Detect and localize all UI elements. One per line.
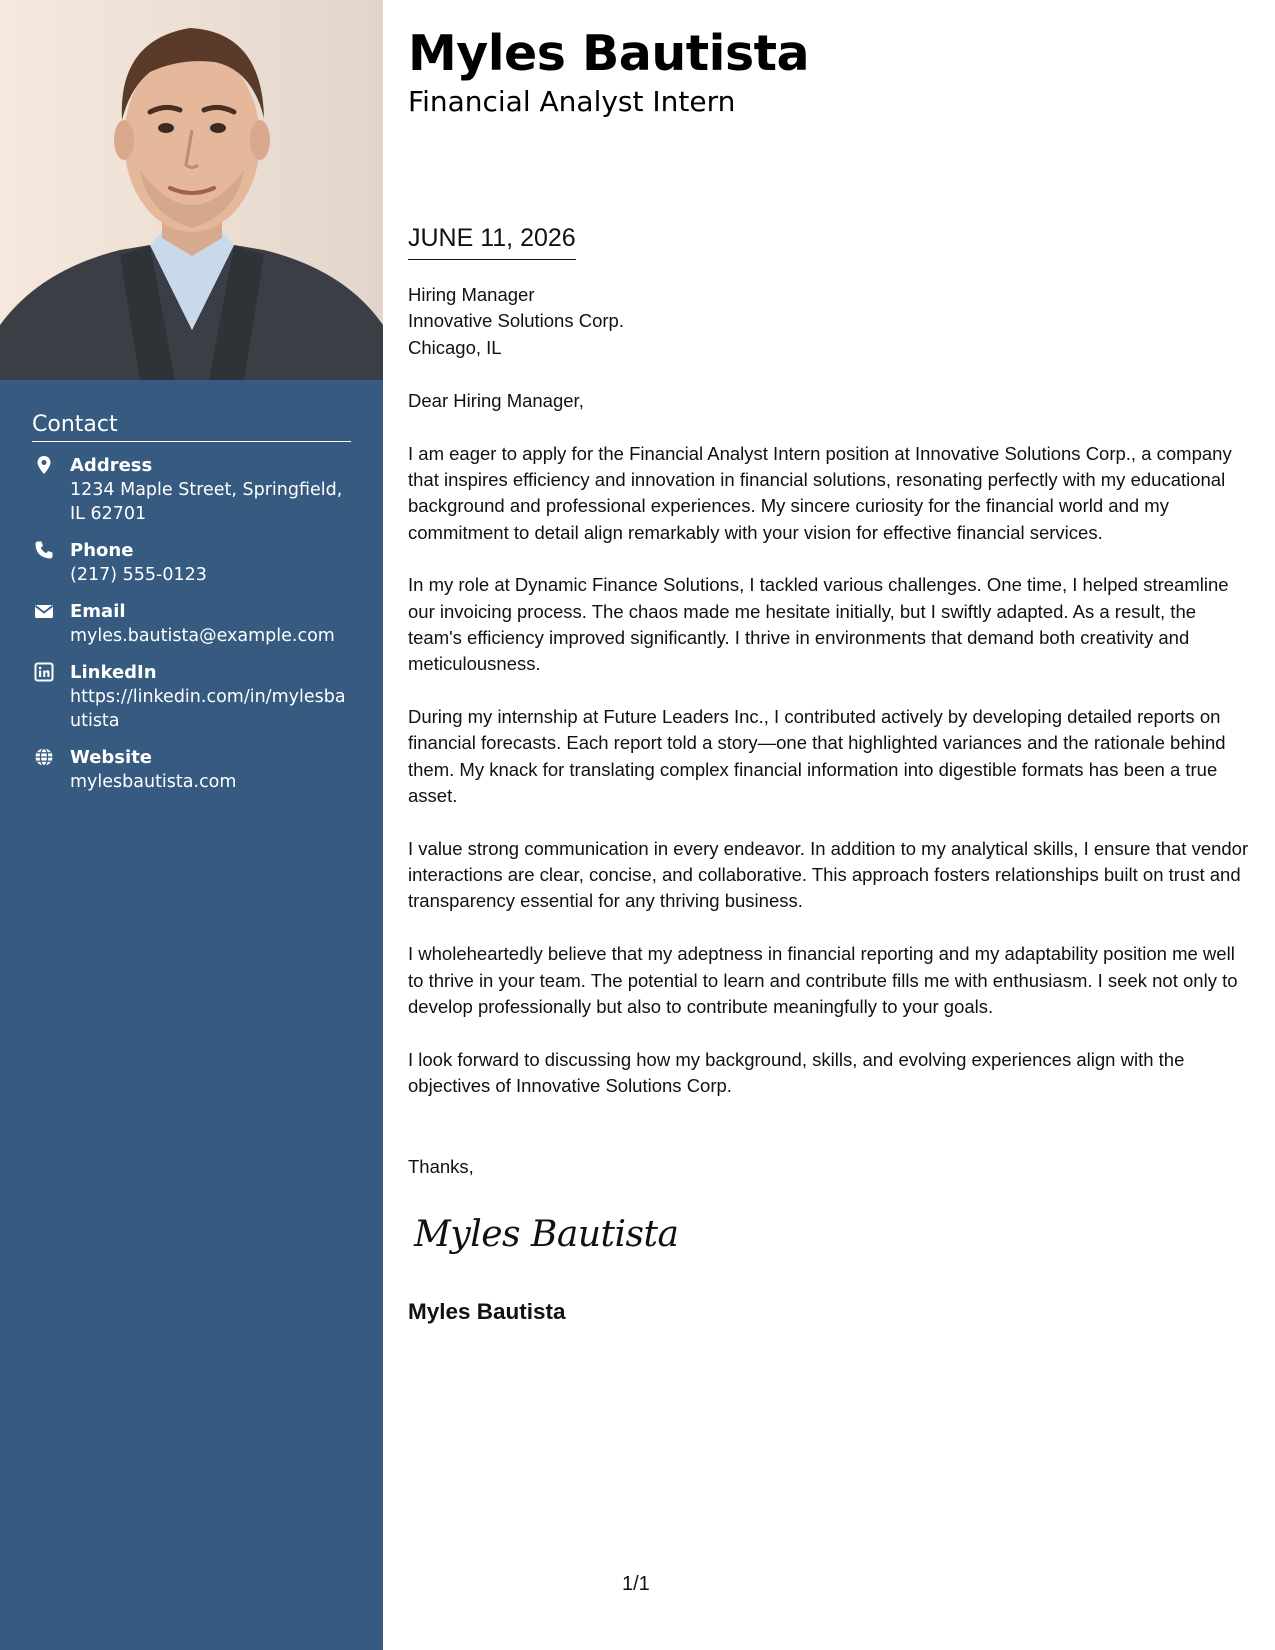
contact-address (32, 454, 351, 526)
contact-website (32, 746, 351, 794)
closing: Thanks, (408, 1156, 474, 1177)
page-number: 1/1 (622, 1573, 650, 1595)
body-paragraph: I wholeheartedly believe that my adeptness in financial reporting and my adaptability position me well to thrive in your team. The potential to learn and contribute fills me with enthusiasm. I seek not only to develop professionally but also to contribute meaningfully to your goals. (408, 943, 1238, 1017)
body-paragraph: During my internship at Future Leaders Inc., I contributed actively by developing detailed reports on financial forecasts. Each report told a story—one that highlighted variances and the rationale behind them. My knack for translating complex financial information into digestible formats has been a true asset. (408, 706, 1226, 807)
body-paragraph: I look forward to discussing how my background, skills, and evolving experiences align with the objectives of Innovative Solutions Corp. (408, 1048, 1185, 1096)
signer-name: Myles Bautista (408, 1299, 566, 1324)
job-title: Financial Analyst Intern (408, 85, 736, 118)
contact-label: LinkedIn (70, 662, 157, 683)
email-value[interactable]: myles.bautista@example.com (70, 626, 335, 646)
envelope-icon (34, 601, 54, 621)
letter-body (408, 388, 1253, 1126)
body-paragraph: I value strong communication in every endeavor. In addition to my analytical skills, I ensure that vendor interactions are clear, concise, and collaborative. This approach fosters relationships built on trust and transparency essential for any thriving business. (408, 837, 1249, 912)
salutation: Dear Hiring Manager, (408, 390, 584, 411)
recipient-line: Innovative Solutions Corp. (408, 310, 624, 332)
recipient-line: Chicago, IL (408, 336, 502, 358)
contact-label: Website (70, 747, 153, 768)
recipient-line: Hiring Manager (408, 284, 535, 305)
recipient-block (408, 282, 624, 361)
contact-label: Address (70, 455, 153, 476)
body-paragraph: I am eager to apply for the Financial Analyst Intern position at Innovative Solutions Corp., a company that inspires efficiency and innovation in financial solutions, resonating perfectly with my educational background and professional experiences. My sincere curiosity for the financial world and my commitment to detail align remarkably with your vision for effective financial services. (408, 442, 1232, 543)
contact-section (32, 412, 351, 807)
website-value[interactable]: mylesbautista.com (70, 772, 237, 792)
handwritten-signature: Myles Bautista (414, 1214, 679, 1255)
address-value: 1234 Maple Street, Springfield, IL 62701 (70, 480, 343, 524)
contact-label: Email (70, 601, 126, 622)
globe-icon (34, 747, 54, 767)
linkedin-value[interactable]: https://linkedin.com/in/mylesbautista (70, 687, 346, 731)
contact-phone (32, 539, 351, 587)
linkedin-icon (34, 662, 54, 682)
contact-label: Phone (70, 540, 134, 561)
applicant-name: Myles Bautista (408, 25, 810, 82)
contact-heading: Contact (32, 412, 351, 442)
phone-icon (34, 540, 54, 560)
sidebar (0, 0, 383, 1650)
contact-linkedin (32, 661, 351, 733)
contact-email (32, 600, 351, 648)
profile-photo (0, 0, 383, 380)
location-pin-icon (34, 455, 54, 475)
phone-value: (217) 555-0123 (70, 565, 207, 585)
letter-date: JUNE 11, 2026 (408, 221, 576, 260)
body-paragraph: In my role at Dynamic Finance Solutions, I tackled various challenges. One time, I helped streamline our invoicing process. The chaos made me hesitate initially, but I swiftly adapted. As a result, the team's efficiency improved significantly. I thrive in environments that demand both creativity and meticulousness. (408, 574, 1229, 675)
